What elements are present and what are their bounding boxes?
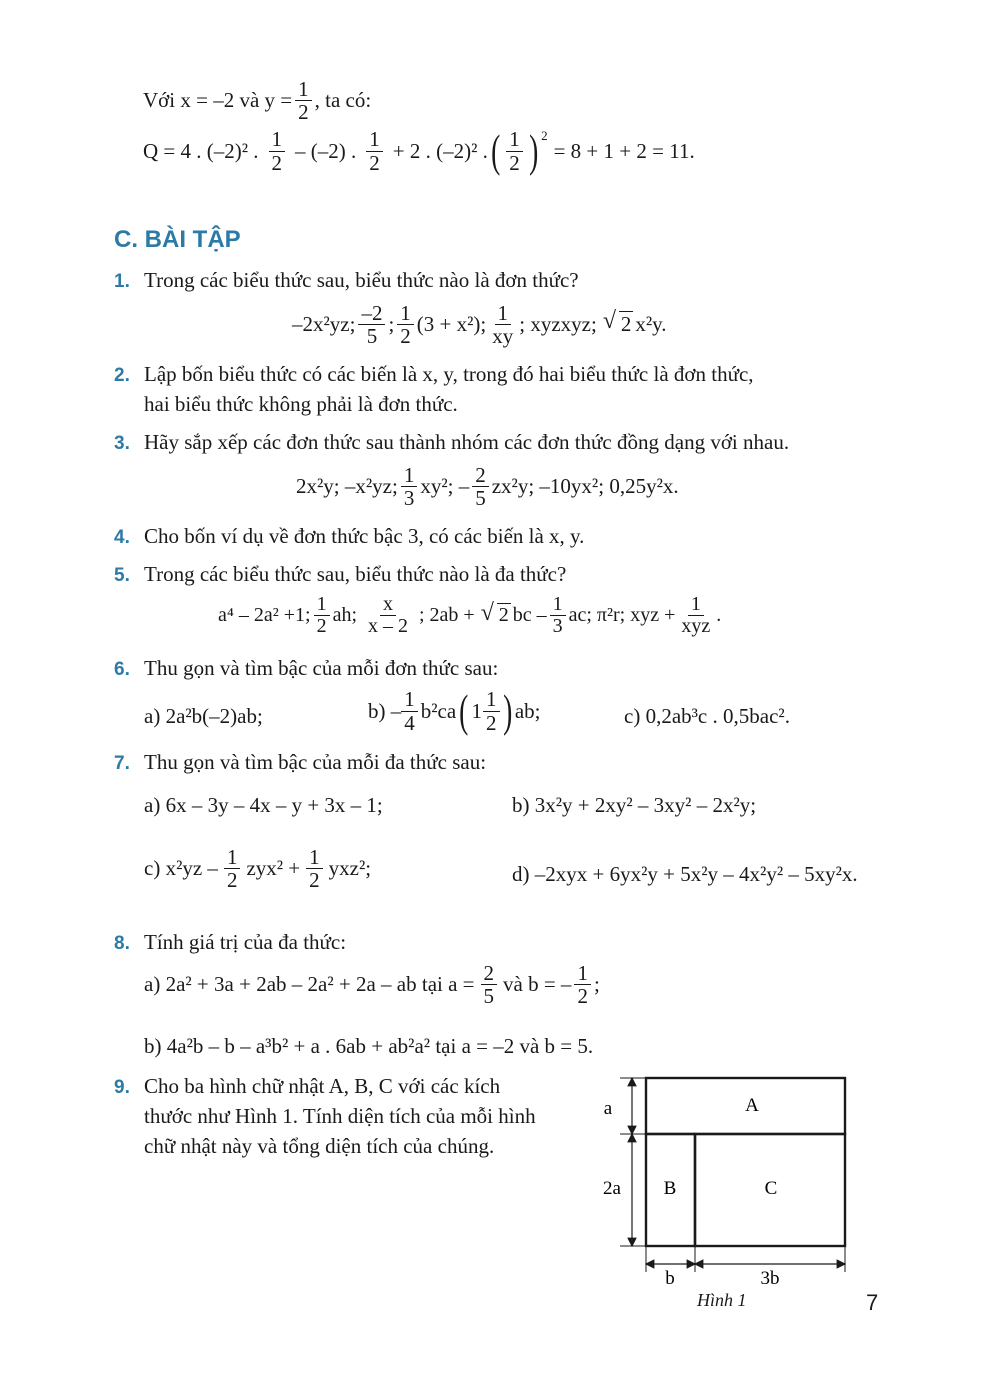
example-intro-text: Với x = –2 và y = [143,88,293,113]
exercise-8 [114,930,346,955]
label-a: a [603,1098,613,1119]
exercise-2 [114,362,754,387]
example-intro-line [143,78,371,123]
exercise-6c: c) 0,2ab³c . 0,5bac². [624,704,790,728]
example-formula: Q = 4 . (–2)² . 1 2 – (–2) . 1 2 + 2 . (–2)² . ( 1 2 ) $^2$ = 8 + 1 + 2 = 11. [143,125,695,176]
left-paren: ( [491,125,501,176]
fraction-half: 1 2 [366,128,383,173]
exercise-1 [114,268,579,293]
exercise-text: Cho bốn ví dụ về đơn thức bậc 3, có các biến là x, y. [144,524,585,548]
exercise-8a: a) 2a² + 3a + 2ab – 2a² + 2a – ab tại a = $\frac{2}{5}$ và b = – 1 2 ; [144,961,600,1009]
right-paren: ) [528,125,539,176]
example-intro-tail: , ta có: [314,88,372,113]
label-B: B [663,1178,677,1199]
exercise-number: 9. [114,1077,130,1098]
exercise-5 [114,562,566,587]
exercise-text: Hãy sắp xếp các đơn thức sau thành nhóm các đơn thức đồng dạng với nhau. [144,430,790,454]
exercise-number: 4. [114,527,130,548]
sqrt-symbol: √ 2 [480,600,509,626]
formula-part-3: + 2 . (–2)² . [392,138,488,163]
exercise-7b: b) 3x²y + 2xy² – 3xy² – 2x²y; [512,793,757,817]
fraction-half: 1 2 [506,128,523,173]
exercise-text: Thu gọn và tìm bậc của mỗi đa thức sau: [144,750,487,774]
section-heading: C. BÀI TẬP [114,226,241,253]
exercise-text: Lập bốn biểu thức có các biến là x, y, trong đó hai biểu thức là đơn thức, [144,362,754,386]
label-A: A [745,1095,759,1116]
exercise-2-line-2: hai biểu thức không phải là đơn thức. [144,392,458,416]
label-2a: 2a [603,1178,621,1199]
sqrt-symbol: √ 2 [602,308,632,337]
exercise-7c: c) x²yz – 1 2 zyx² + $\frac{1}{2}$ yxz²; [144,845,372,893]
exercise-number: 6. [114,659,130,680]
formula-part-1: Q = 4 . (–2)² . [143,138,259,163]
exercise-3-expression: 2x²y; –x²yz; 1 3 xy²; – 2 5 zx²y; –10yx²; 0,25y²x. [296,463,679,511]
figure-rectangles [590,1068,870,1308]
label-b: b [665,1268,675,1289]
exercise-number: 2. [114,365,130,386]
exercise-text: Thu gọn và tìm bậc của mỗi đơn thức sau: [144,656,499,680]
exercise-6a: a) 2a²b(–2)ab; [144,704,263,728]
exercise-text: Tính giá trị của đa thức: [144,930,347,954]
exercise-number: 5. [114,565,130,586]
formula-result: = 8 + 1 + 2 = 11. [553,138,695,163]
exercise-6 [114,656,498,681]
exercise-9-line-3: chữ nhật này và tổng diện tích của chúng. [144,1134,495,1158]
exercise-7d: d) –2xyx + 6yx²y + 5x²y – 4x²y² – 5xy²x. [512,862,858,886]
exercise-text: Trong các biểu thức sau, biểu thức nào là đa thức? [144,562,567,586]
exercise-6b: b) – 1 4 b²ca ( 1 1 2 ) ab; [368,685,541,736]
fraction-half: 1 2 [269,128,286,173]
exercise-number: 3. [114,433,130,454]
label-C: C [764,1178,778,1199]
exercise-number: 8. [114,933,130,954]
exercise-7a: a) 6x – 3y – 4x – y + 3x – 1; [144,793,383,817]
exercise-3 [114,430,789,455]
exercise-9-line-2: thước như Hình 1. Tính diện tích của mỗi hình [144,1104,536,1128]
label-3b: 3b [760,1268,780,1289]
exercise-1-expression: –2x²yz; –2 5 ; 1 2 (3 + x²); 1 xy ; xyzxyz; √ 2 x²y. [292,301,667,349]
exercise-text: Cho ba hình chữ nhật A, B, C với các kích [144,1074,501,1098]
exercise-4 [114,524,584,549]
exercise-9 [114,1074,500,1099]
formula-part-2: – (–2) . [295,138,357,163]
figure-caption: Hình 1 [697,1290,747,1310]
fraction-half: $\frac{1}{2}$ [295,78,312,123]
exercise-number: 1. [114,271,130,292]
exercise-number: 7. [114,753,130,774]
page-number: 7 [866,1290,879,1315]
exercise-text: Trong các biểu thức sau, biểu thức nào là đơn thức? [144,268,579,292]
exercise-8b: b) 4a²b – b – a³b² + a . 6ab + ab²a² tại a = –2 và b = 5. [144,1034,594,1058]
exercise-5-expression: a⁴ – 2a² +1; 1 2 ah; x x – 2 ; 2ab + √ 2 bc – 1 3 ac; π²r; xyz + 1 xyz . [218,593,722,637]
exercise-7 [114,750,486,775]
